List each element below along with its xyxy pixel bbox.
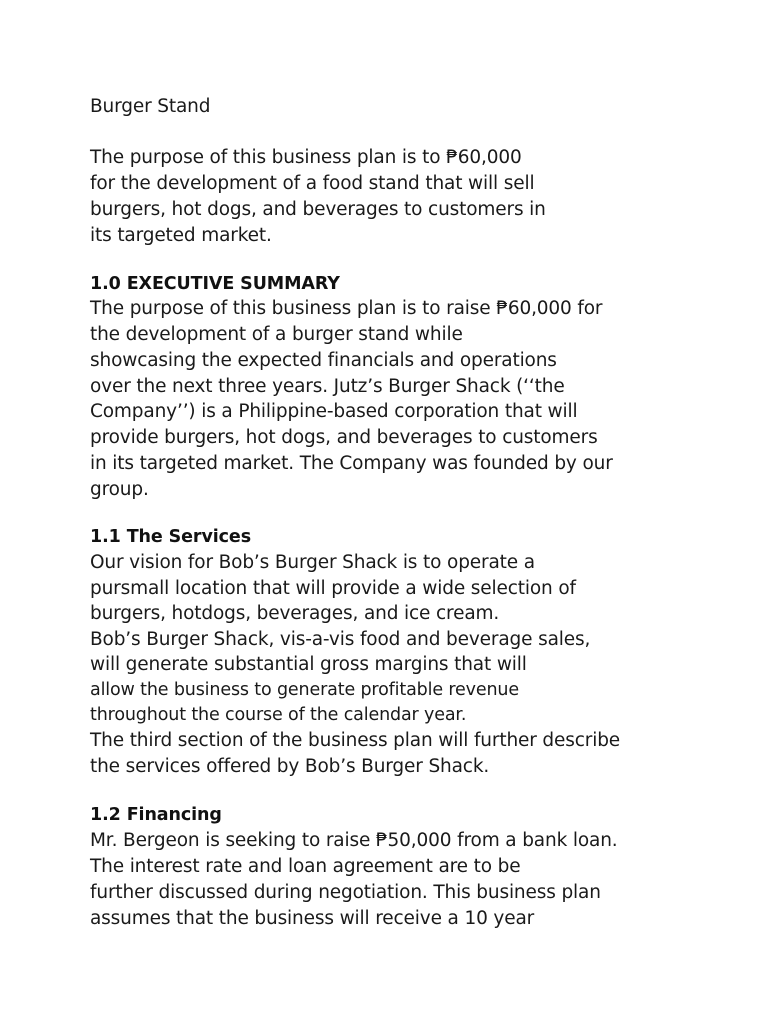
intro-line: its targeted market. <box>90 225 272 246</box>
paragraph-line: Mr. Bergeon is seeking to raise ₱50,000 from a bank loan. <box>90 830 618 851</box>
paragraph-line: pursmall location that will provide a wide selection of <box>90 578 576 599</box>
paragraph-line: assumes that the business will receive a 10 year <box>90 908 535 929</box>
paragraph-line: will generate substantial gross margins that will <box>90 654 527 675</box>
paragraph-line: throughout the course of the calendar year. <box>90 705 467 725</box>
intro-line: burgers, hot dogs, and beverages to customers in <box>90 199 546 220</box>
section-heading: 1.2 Financing <box>90 805 222 825</box>
paragraph-line: The purpose of this business plan is to raise ₱60,000 for <box>90 298 603 319</box>
intro-line: The purpose of this business plan is to ₱60,000 <box>90 147 522 168</box>
paragraph-line: Company’’) is a Philippine-based corporation that will <box>90 401 578 422</box>
paragraph-line: in its targeted market. The Company was founded by our <box>90 453 613 474</box>
paragraph-line: provide burgers, hot dogs, and beverages to customers <box>90 427 598 448</box>
paragraph-line: the development of a burger stand while <box>90 324 463 345</box>
paragraph-line: showcasing the expected financials and operations <box>90 350 557 371</box>
section-heading: 1.0 EXECUTIVE SUMMARY <box>90 274 340 294</box>
paragraph-line: burgers, hotdogs, beverages, and ice cream. <box>90 603 500 624</box>
paragraph-line: Our vision for Bob’s Burger Shack is to operate a <box>90 552 535 573</box>
paragraph-line: further discussed during negotiation. This business plan <box>90 882 601 903</box>
paragraph-line: over the next three years. Jutz’s Burger Shack (‘‘the <box>90 376 565 397</box>
paragraph-line: group. <box>90 479 149 500</box>
paragraph-line: Bob’s Burger Shack, vis-a-vis food and beverage sales, <box>90 629 591 650</box>
section-heading: 1.1 The Services <box>90 527 252 547</box>
intro-line: for the development of a food stand that will sell <box>90 173 535 194</box>
paragraph-line: The interest rate and loan agreement are to be <box>90 856 521 877</box>
paragraph-line: allow the business to generate profitable revenue <box>90 680 519 700</box>
document-title: Burger Stand <box>90 96 211 117</box>
paragraph-line: The third section of the business plan will further describe <box>90 730 621 751</box>
paragraph-line: the services offered by Bob’s Burger Shack. <box>90 756 490 777</box>
